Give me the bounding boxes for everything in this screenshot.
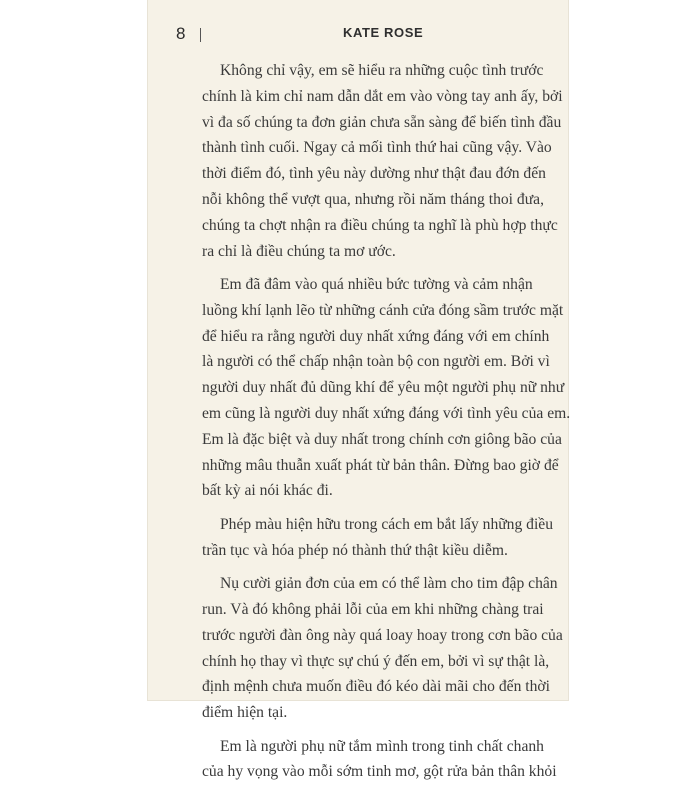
book-page — [148, 0, 571, 781]
paragraph — [202, 512, 552, 564]
text-line: em cũng là người duy nhất xứng đáng với tình yêu của em. — [202, 405, 571, 423]
text-line: người duy nhất đủ dũng khí để yêu một người phụ nữ như — [202, 379, 565, 397]
text-line: trần tục và hóa phép nó thành thứ thật kiều diễm. — [202, 541, 508, 559]
text-line: là người có thể chấp nhận toàn bộ con người em. Bởi vì — [202, 353, 550, 371]
text-line: Phép màu hiện hữu trong cách em bắt lấy những điều — [220, 515, 554, 533]
text-line: những mâu thuẫn xuất phát từ bản thân. Đừng bao giờ để — [202, 456, 559, 474]
text-line: Em là người phụ nữ tắm mình trong tinh chất chanh — [220, 737, 544, 755]
text-line: luồng khí lạnh lẽo từ những cánh cửa đóng sầm trước mặt — [202, 301, 564, 319]
text-line: run. Và đó không phải lỗi của em khi những chàng trai — [202, 601, 544, 618]
header-divider — [200, 28, 201, 42]
page-number: 8 — [176, 24, 187, 43]
text-line: Em là đặc biệt và duy nhất trong chính cơn giông bão của — [202, 430, 562, 448]
text-line: bất kỳ ai nói khác đi. — [202, 482, 333, 500]
text-line: vì đa số chúng ta đơn giản chưa sẵn sàng để biến tình đầu — [202, 113, 562, 131]
text-line: để hiểu ra rằng người duy nhất xứng đáng với em chính — [202, 327, 550, 345]
author-name: KATE ROSE — [343, 25, 424, 40]
text-line: chúng ta chợt nhận ra điều chúng ta nghĩ là phù hợp thực — [202, 216, 558, 234]
paragraph — [202, 734, 557, 786]
text-line: của hy vọng vào mỗi sớm tinh mơ, gột rửa bản thân khỏi — [202, 763, 557, 781]
text-line: chính họ thay vì thực sự chú ý đến em, bởi vì sự thật là, — [202, 652, 550, 670]
text-line: điểm hiện tại. — [202, 704, 288, 722]
text-line: định mệnh chưa muốn điều đó kéo dài mãi cho đến thời — [202, 678, 550, 696]
text-line: chính là kim chỉ nam dẫn dắt em vào vòng tay anh ấy, bởi — [202, 87, 563, 105]
paragraph — [202, 272, 571, 504]
text-line: Nụ cười giản đơn của em có thể làm cho tim đập chân — [220, 575, 558, 593]
running-header — [148, 24, 568, 48]
text-line: nỗi không thể vượt qua, nhưng rồi năm tháng thoi đưa, — [202, 190, 544, 208]
body-text — [202, 58, 571, 793]
text-line: thời điểm đó, tình yêu này dường như thật đau đớn đến — [202, 165, 546, 183]
text-line: ra chỉ là điều chúng ta mơ ước. — [202, 242, 396, 260]
text-line: thành tình cuối. Ngay cả mối tình thứ hai cũng vậy. Vào — [202, 139, 552, 157]
text-line: trước người đàn ông này quá loay hoay trong cơn bão của — [202, 626, 563, 644]
text-line: Không chỉ vậy, em sẽ hiểu ra những cuộc tình trước — [220, 62, 544, 79]
paragraph — [202, 58, 563, 264]
paragraph — [202, 571, 563, 726]
text-line: Em đã đâm vào quá nhiều bức tường và cảm nhận — [220, 276, 533, 294]
